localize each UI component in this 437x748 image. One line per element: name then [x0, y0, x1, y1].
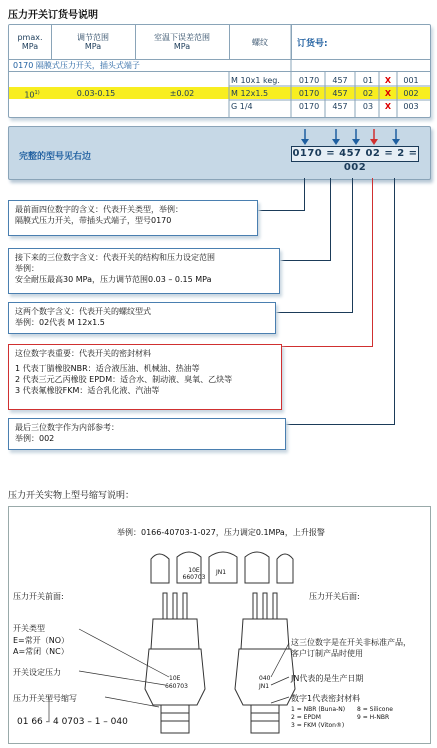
- connector: [304, 178, 305, 210]
- full-code-banner: [8, 126, 431, 180]
- desc-line: 举例：: [15, 264, 39, 273]
- code-cell: 02: [362, 89, 374, 98]
- seal-item: 8 = Silicone: [357, 706, 393, 713]
- code-cell: 457: [332, 76, 348, 85]
- page-title: 压力开关订货号说明: [8, 10, 98, 21]
- code-cell: 457: [332, 89, 348, 98]
- leader-lines: [9, 507, 430, 743]
- range-cell: 0.03-0.15: [76, 89, 116, 98]
- cap-label: 10E 660703: [182, 567, 206, 581]
- desc-line: 2 代表三元乙丙橡胶 EPDM：适合水、制动液、臭氧、乙炔等: [15, 375, 233, 384]
- desc-line: 1 代表丁腈橡胶NBR：适合液压油、机械油、热油等: [15, 364, 200, 373]
- front-tag: 660703: [165, 683, 188, 690]
- code-cell: 001: [403, 76, 419, 85]
- marking-panel: [8, 506, 431, 744]
- abbr-label: 压力开关型号缩写: [13, 694, 77, 703]
- desc-box-ref: [8, 418, 286, 450]
- seal-item: 1 = NBR (Buna-N): [291, 706, 346, 713]
- code-cell: 457: [332, 102, 348, 111]
- connector: [394, 178, 395, 424]
- code-cell: 03: [362, 102, 374, 111]
- x-mark: X: [384, 102, 392, 111]
- arrows: [9, 127, 430, 179]
- tol-cell: ±0.02: [169, 89, 195, 98]
- pmax-label: pmax.: [17, 33, 43, 42]
- code-bottom: 01 66 – 4 0703 – 1 – 040: [17, 717, 128, 727]
- desc-line: 隔膜式压力开关，带插头式端子，型号0170: [15, 216, 172, 225]
- example-line: 举例：0166-40703-1-027，压力调定0.1MPa，上升报警: [117, 528, 325, 537]
- setting-label: 开关设定压力: [13, 668, 61, 677]
- connector: [280, 260, 331, 261]
- connector: [352, 178, 353, 312]
- seal-item: 2 = EPDM: [291, 714, 321, 721]
- back-tag: 040: [259, 675, 271, 682]
- desc-line: 最前面四位数字的含义：代表开关类型，举例：: [15, 205, 183, 214]
- connector-red: [282, 346, 373, 347]
- thread-cell: M 12x1.5: [231, 89, 269, 98]
- type-label: 开关类型: [13, 624, 45, 633]
- desc-line: 接下来的三位数字含义：代表开关的结构和压力设定范围: [15, 253, 215, 262]
- x-mark: X: [384, 89, 392, 98]
- tol-unit: MPa: [173, 42, 191, 51]
- desc-line: 举例：02代表 M 12x1.5: [15, 318, 105, 327]
- thread-cell: G 1/4: [231, 102, 253, 111]
- desc-line: 这位数字表重要：代表开关的密封材料: [15, 349, 151, 358]
- jn-label: JN代表的是生产日期: [291, 674, 364, 683]
- group-label: 0170 隔膜式压力开关，插头式端子: [9, 59, 430, 71]
- connector: [286, 424, 395, 425]
- non-std-label: 这三位数字是在开关非标准产品，: [291, 638, 411, 647]
- desc-box-thread: [8, 302, 276, 334]
- type-e: E=常开（NO）: [13, 636, 70, 645]
- seal-item: 3 = FKM (Viton®): [291, 722, 345, 729]
- connector: [276, 312, 353, 313]
- code-cell: 0170: [298, 89, 320, 98]
- desc-box-range: [8, 248, 280, 294]
- code-cell: 01: [362, 76, 374, 85]
- back-tag: JN1: [259, 683, 270, 690]
- connector-red: [372, 178, 373, 346]
- front-tag: 10E: [169, 675, 181, 682]
- connector: [258, 210, 305, 211]
- desc-line: 举例：002: [15, 434, 55, 443]
- seal-label: 数字1代表密封材料: [291, 694, 361, 703]
- desc-line: 最后三位数字作为内部参考：: [15, 423, 119, 432]
- pmax-unit: MPa: [21, 42, 39, 51]
- section-title: 压力开关实物上型号缩写说明：: [8, 491, 135, 501]
- thread-cell: M 10x1 keg.: [231, 76, 280, 85]
- range-label: 调节范围: [77, 33, 109, 42]
- order-table: [8, 24, 431, 118]
- table-grid: [9, 25, 430, 117]
- order-label: 订货号:: [297, 38, 328, 49]
- front-label: 压力开关前面:: [13, 592, 64, 601]
- range-unit: MPa: [84, 42, 102, 51]
- code-cell: 0170: [298, 76, 320, 85]
- pmax-value: 10: [24, 90, 35, 100]
- desc-box-type: [8, 200, 258, 236]
- desc-line: 3 代表氟橡胶FKM：适合乳化液、汽油等: [15, 386, 160, 395]
- tol-label: 室温下误差范围: [154, 33, 210, 42]
- desc-line: 这两个数字含义：代表开关的螺纹型式: [15, 307, 151, 316]
- code-cell: 003: [403, 102, 419, 111]
- back-label: 压力开关后面:: [309, 592, 360, 601]
- x-mark: X: [384, 76, 392, 85]
- seal-item: 9 = H-NBR: [357, 714, 390, 721]
- code-cell: 0170: [298, 102, 320, 111]
- connector: [330, 178, 331, 260]
- type-a: A=常闭（NC）: [13, 647, 69, 656]
- full-code: 0170 = 457 02 = 2 = 002: [292, 148, 418, 173]
- cap-label: JN1: [216, 569, 227, 576]
- desc-line: 安全耐压最高30 MPa，压力调节范围0.03 – 0.15 MPa: [15, 275, 212, 284]
- thread-label: 螺纹: [252, 37, 268, 47]
- desc-box-seal: [8, 344, 282, 410]
- code-cell: 002: [403, 89, 419, 98]
- non-std-label: 客户订制产品时使用: [291, 649, 363, 658]
- banner-label: 完整的型号见右边: [19, 152, 92, 162]
- pmax-footnote: 1): [34, 90, 40, 96]
